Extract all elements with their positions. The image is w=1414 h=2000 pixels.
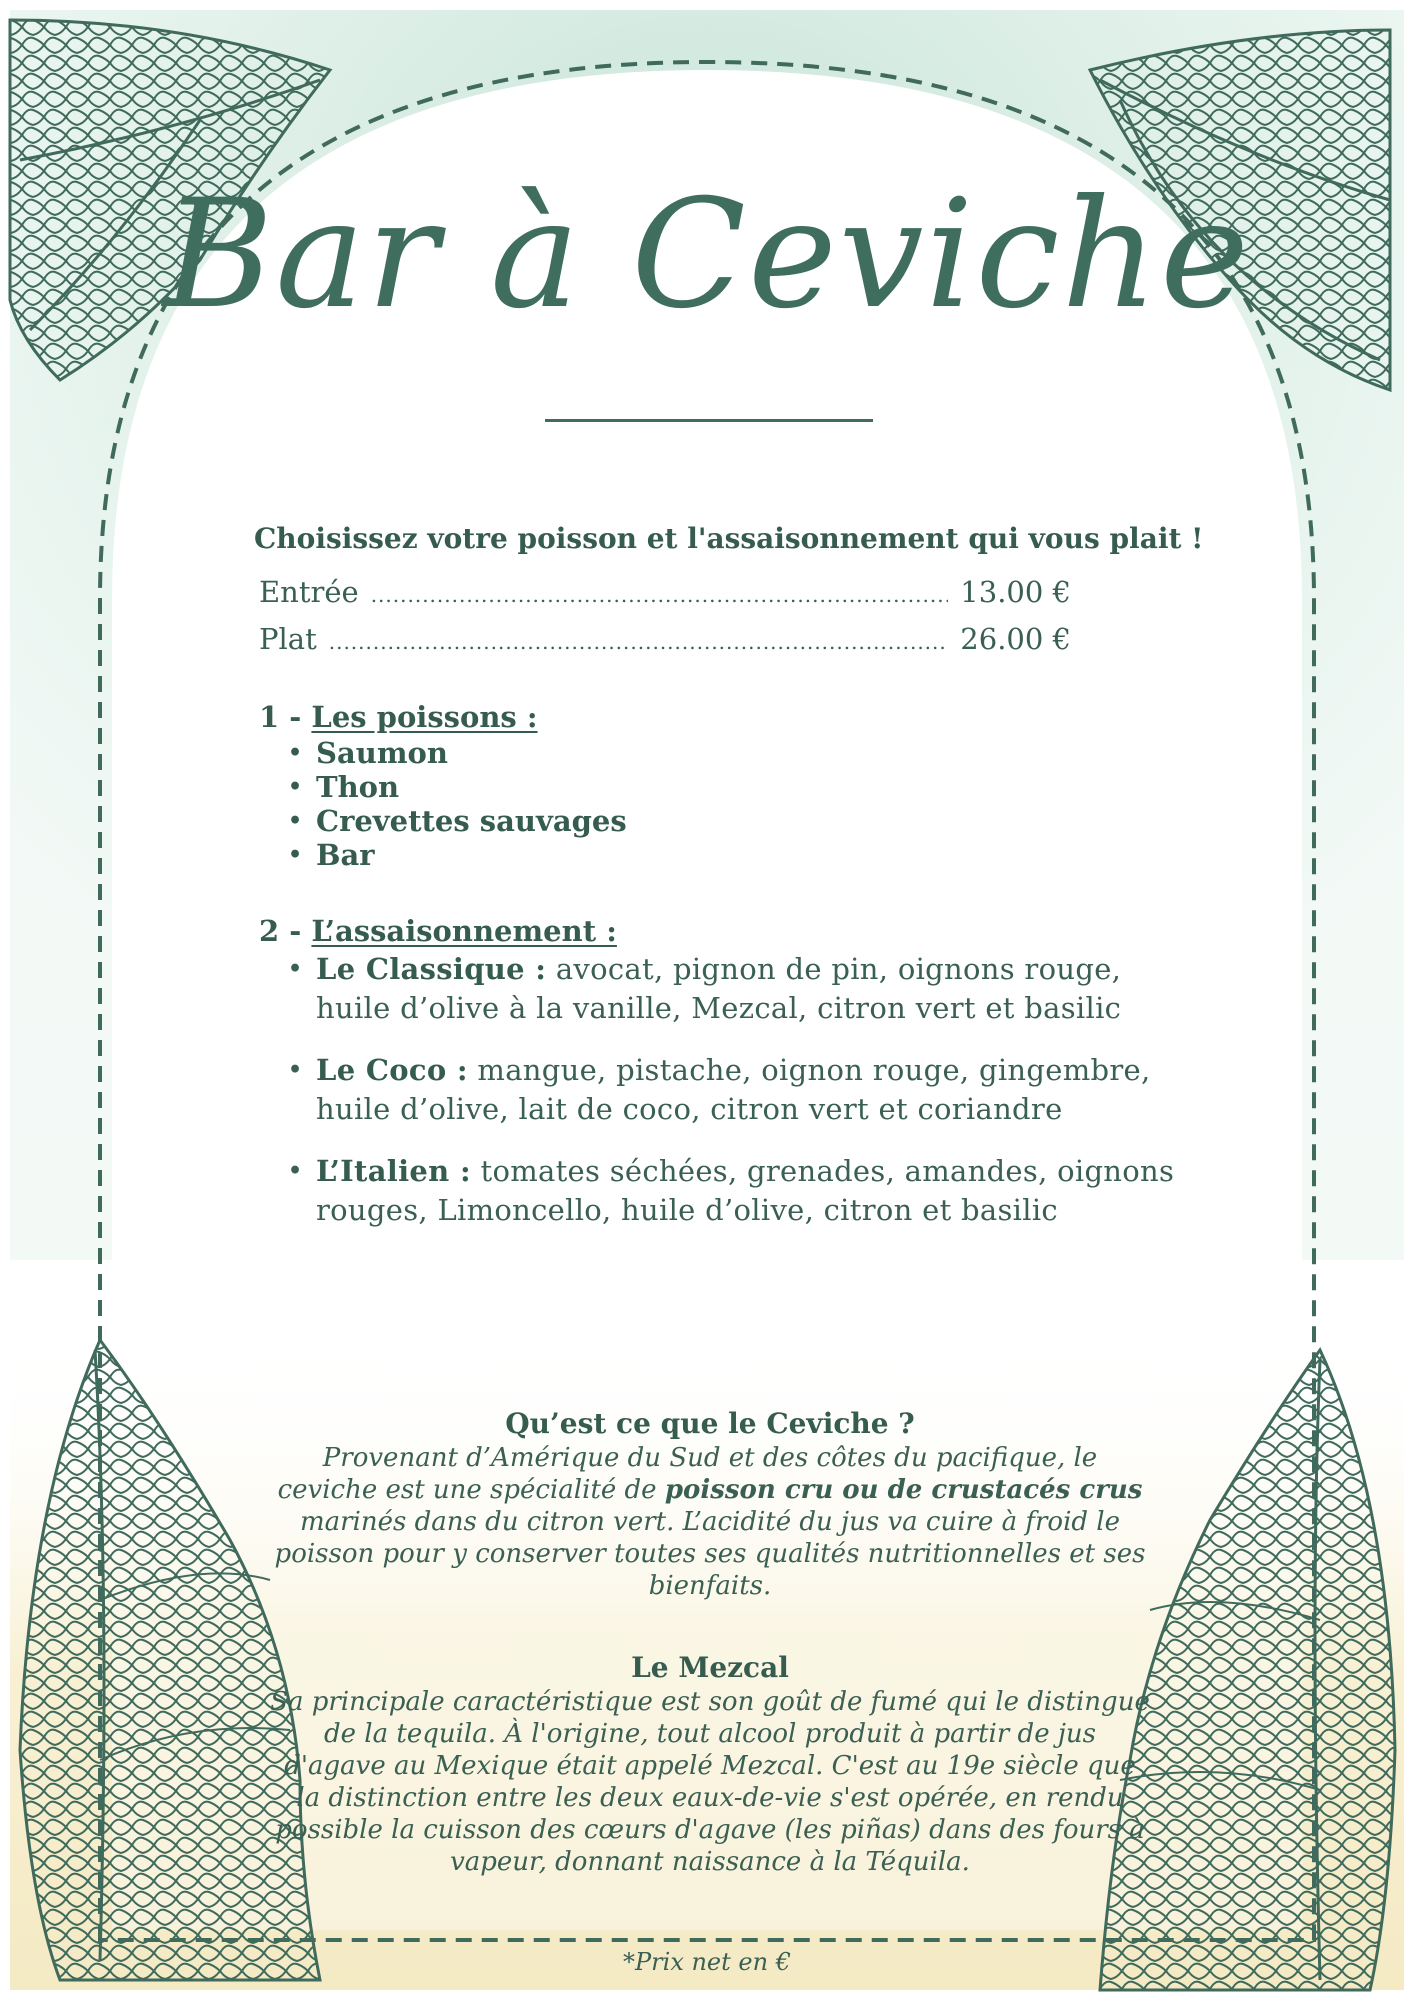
ceviche-info: [270, 1406, 1150, 1602]
list-item: [288, 1152, 1178, 1230]
seasoning-section-heading: [259, 914, 617, 948]
price-value: 13.00 €: [960, 575, 1071, 609]
list-item: • Thon: [288, 770, 627, 804]
seasoning-desc: tomates séchées, grenades, amandes, oignons rouges, Limoncello, huile d’olive, citron et basilic: [316, 1154, 1175, 1227]
ceviche-text-part: marinés dans du citron vert. L’acidité du jus va cuire à froid le poisson pour y conserver toutes ses qualités nutritionnelles et ses bienfaits.: [274, 1507, 1146, 1601]
price-row-entree: [259, 575, 1071, 609]
title-underline: [545, 419, 873, 422]
mezcal-heading: Le Mezcal: [631, 1651, 789, 1684]
ceviche-text-bold: poisson cru ou de crustacés crus: [664, 1475, 1143, 1505]
seasoning-name: Le Coco :: [316, 1053, 468, 1087]
price-row-plat: [259, 622, 1071, 656]
section-title: Les poissons :: [311, 700, 538, 734]
fish-list: [288, 736, 627, 872]
page-title: Bar à Ceviche: [163, 168, 1251, 342]
fish-section-heading: [259, 700, 538, 734]
list-item: • Saumon: [288, 736, 627, 770]
section-number: 2 -: [259, 914, 312, 948]
leader-dots: [371, 583, 949, 607]
mezcal-text: Sa principale caractéristique est son goût de fumé qui le distingue de la tequila. À l'origine, tout alcool produit à partir de jus d'agave au Mexique était appelé Mezcal. C'est au 19e siècle que la distinction entre les deux eaux-de-vie s'est opérée, en rendu possible la cuisson des cœurs d'agave (les piñas) dans des fours à vapeur, donnant naissance à la Téquila.: [270, 1687, 1150, 1877]
list-item: [288, 1051, 1178, 1129]
price-label: Plat: [259, 622, 317, 656]
mezcal-info: [270, 1650, 1150, 1878]
section-title: L’assaisonnement :: [311, 914, 617, 948]
seasoning-desc: mangue, pistache, oignon rouge, gingembre, huile d’olive, lait de coco, citron vert et coriandre: [316, 1053, 1151, 1126]
ceviche-heading: Qu’est ce que le Ceviche ?: [505, 1407, 915, 1440]
ceviche-text-part: Provenant d’Amérique du Sud et des côtes du pacifique, le ceviche est une spécialité de: [277, 1443, 1098, 1505]
section-number: 1 -: [259, 700, 312, 734]
price-value: 26.00 €: [960, 622, 1071, 656]
price-label: Entrée: [259, 575, 359, 609]
seasoning-name: L’Italien :: [316, 1154, 471, 1188]
seasoning-list: [288, 950, 1178, 1253]
leader-dots: [329, 630, 949, 654]
list-item: • Bar: [288, 838, 627, 872]
footer-note: *Prix net en €: [623, 1948, 791, 1976]
ceviche-text: [270, 1442, 1150, 1602]
intro-text: Choisissez votre poisson et l'assaisonnement qui vous plait !: [254, 522, 1204, 555]
seasoning-name: Le Classique :: [316, 952, 547, 986]
list-item: [288, 950, 1178, 1028]
seasoning-desc: avocat, pignon de pin, oignons rouge, huile d’olive à la vanille, Mezcal, citron vert et basilic: [316, 952, 1122, 1025]
list-item: • Crevettes sauvages: [288, 804, 627, 838]
